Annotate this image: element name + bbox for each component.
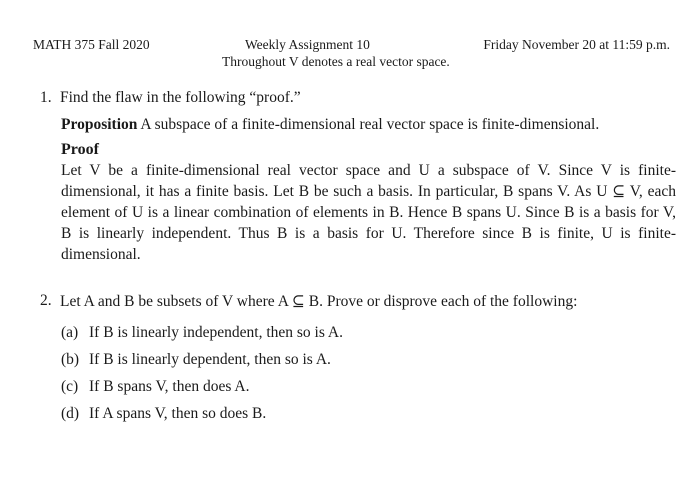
problem-1-number: 1. (40, 89, 52, 106)
due-date: Friday November 20 at 11:59 p.m. (483, 37, 670, 52)
problem-2-item-c (61, 378, 249, 396)
problem-2-item-b (61, 351, 331, 369)
item-text: If B spans V, then does A. (89, 378, 250, 395)
problem-1-prompt: Find the flaw in the following “proof.” (60, 89, 301, 106)
item-text: If B is linearly dependent, then so is A. (89, 351, 331, 368)
proposition-text: A subspace of a finite-dimensional real vector space is finite-dimensional. (137, 116, 600, 133)
course-name: MATH 375 Fall 2020 (33, 37, 150, 52)
problem-2-item-a (61, 324, 343, 342)
proposition (61, 114, 676, 135)
item-label: (a) (61, 324, 79, 341)
item-label: (b) (61, 351, 80, 368)
item-label: (d) (61, 405, 80, 422)
problem-2-number: 2. (40, 292, 52, 309)
item-text: If A spans V, then so does B. (89, 405, 267, 422)
item-label: (c) (61, 378, 79, 395)
problem-2-prompt: Let A and B be subsets of V where A ⊆ B. Prove or disprove each of the following: (60, 293, 578, 310)
proposition-label: Proposition (61, 116, 138, 133)
item-text: If B is linearly independent, then so is A. (89, 324, 343, 341)
problem-2-item-d (61, 405, 266, 423)
proof-heading: Proof (61, 141, 99, 158)
proof-body: Let V be a finite-dimensional real vector space and U a subspace of V. Since V is finite-dimensional, it has a finite basis. Let B be such a basis. In particular, B spans V. As U ⊆ V, each element of U is a linear combination of elements in B. Hence B spans U. Since B is a basis for V, B is linearly independent. Thus B is a basis for U. Therefore since B is finite, U is finite-dimensional. (61, 162, 676, 263)
assignment-subtitle: Throughout V denotes a real vector space. (222, 54, 450, 69)
assignment-title: Weekly Assignment 10 (245, 37, 370, 52)
